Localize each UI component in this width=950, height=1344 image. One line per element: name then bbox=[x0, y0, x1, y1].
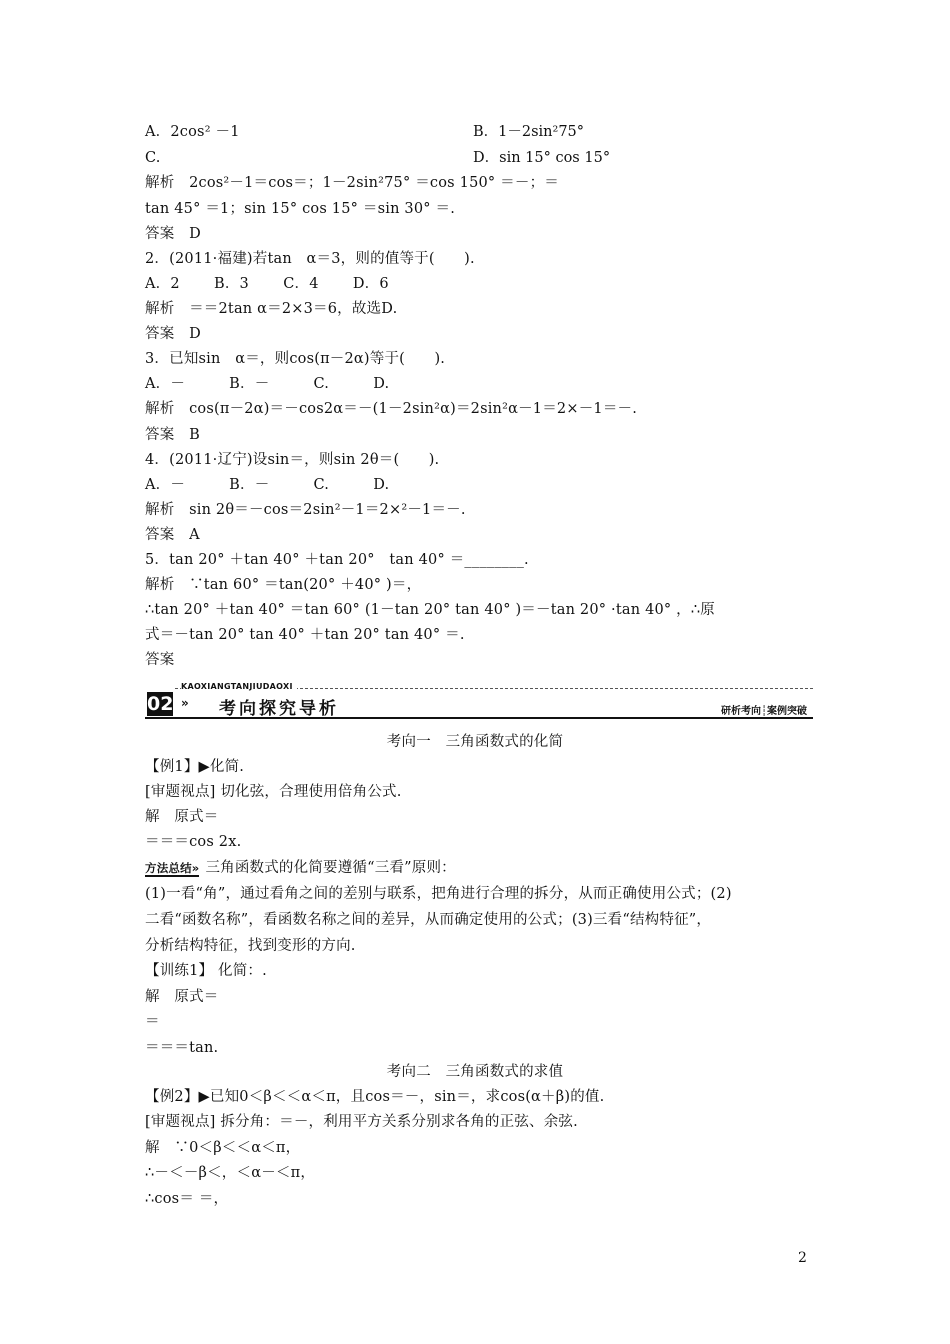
q3-options: A．－ B．－ C. D. bbox=[145, 376, 390, 392]
banner-right-label: 研析考向┆案例突破 bbox=[720, 706, 807, 717]
q2-options: A．2 B．3 C．4 D．6 bbox=[145, 276, 389, 292]
section-banner bbox=[145, 682, 813, 720]
q2-question: 2．(2011·福建)若tan α＝3，则的值等于( ). bbox=[145, 251, 475, 267]
method-summary bbox=[145, 858, 456, 878]
q5-analysis-line3: 式＝－tan 20° tan 40° ＋tan 20° tan 40° ＝. bbox=[145, 627, 465, 643]
method-summary-text: 三角函数式的化简要遵循“三看”原则： bbox=[205, 860, 456, 876]
q5-question: 5．tan 20° ＋tan 40° ＋tan 20° tan 40° ＝________. bbox=[145, 552, 529, 568]
example2-solution-line2: ∴－＜－β＜，＜α－＜π， bbox=[145, 1165, 316, 1181]
q3-question: 3．已知sin α＝，则cos(π－2α)等于( ). bbox=[145, 351, 446, 367]
example1-solution-line2: ＝＝＝cos 2x. bbox=[145, 834, 242, 850]
example1: 【例1】▶化简. bbox=[145, 759, 245, 775]
q1-option-c: C. bbox=[145, 150, 161, 166]
banner-arrow-icon: » bbox=[181, 696, 189, 710]
q2-answer: 答案 D bbox=[145, 326, 201, 342]
section1-heading: 考向一 三角函数式的化简 bbox=[386, 734, 564, 750]
method-summary-label: 方法总结» bbox=[145, 861, 200, 875]
section2-heading: 考向二 三角函数式的求值 bbox=[386, 1064, 564, 1080]
banner-rule bbox=[145, 717, 813, 719]
example2-solution-line1: 解 ∵0＜β＜＜α＜π， bbox=[145, 1140, 301, 1156]
q3-answer: 答案 B bbox=[145, 427, 200, 443]
example2-solution-line3: ∴cos＝ ＝， bbox=[145, 1191, 229, 1207]
training1-solution-line1: 解 原式＝ bbox=[145, 989, 219, 1005]
banner-number: 02 bbox=[147, 693, 174, 715]
example1-solution-line1: 解 原式＝ bbox=[145, 809, 219, 825]
method-summary-line3: 二看“函数名称”，看函数名称之间的差异，从而确定使用的公式；(3)三看“结构特征”， bbox=[145, 912, 712, 928]
q2-analysis: 解析 ＝＝2tan α＝2×3＝6，故选D. bbox=[145, 301, 398, 317]
q1-option-b: B．1－2sin²75° bbox=[473, 124, 585, 140]
q5-analysis-line2: ∴tan 20° ＋tan 40° ＝tan 60° (1－tan 20° tan 40° )＝－tan 20° ·tan 40° ，∴原 bbox=[145, 602, 716, 618]
q5-analysis-line1: 解析 ∵tan 60° ＝tan(20° ＋40° )＝， bbox=[145, 577, 422, 593]
q1-answer: 答案 D bbox=[145, 226, 201, 242]
example1-viewpoint: [审题视点] 切化弦，合理使用倍角公式. bbox=[145, 784, 402, 800]
training1: 【训练1】 化简：. bbox=[145, 963, 267, 979]
banner-title: 考向探究导析 bbox=[219, 699, 339, 719]
q4-analysis: 解析 sin 2θ＝－cos＝2sin²－1＝2×²－1＝－. bbox=[145, 502, 466, 518]
example2: 【例2】▶已知0＜β＜＜α＜π，且cos＝－，sin＝，求cos(α＋β)的值. bbox=[145, 1089, 605, 1105]
q4-options: A．－ B．－ C. D. bbox=[145, 477, 390, 493]
q5-answer: 答案 bbox=[145, 652, 175, 668]
banner-pinyin: KAOXIANGTANJIUDAOXI bbox=[181, 682, 297, 691]
training1-solution-line2: ＝ bbox=[145, 1014, 160, 1030]
q1-analysis-line2: tan 45° ＝1；sin 15° cos 15° ＝sin 30° ＝. bbox=[145, 201, 456, 217]
page-number: 2 bbox=[798, 1250, 807, 1266]
q1-option-a: A．2cos² －1 bbox=[145, 124, 240, 140]
method-summary-line4: 分析结构特征，找到变形的方向. bbox=[145, 938, 356, 954]
q1-option-d: D．sin 15° cos 15° bbox=[473, 150, 611, 166]
training1-solution-line3: ＝＝＝tan. bbox=[145, 1040, 219, 1056]
q4-answer: 答案 A bbox=[145, 527, 200, 543]
method-summary-line2: (1)一看“角”，通过看角之间的差别与联系，把角进行合理的拆分，从而正确使用公式；(2) bbox=[145, 886, 732, 902]
q4-question: 4．(2011·辽宁)设sin＝，则sin 2θ＝( ). bbox=[145, 452, 440, 468]
q3-analysis: 解析 cos(π－2α)＝－cos2α＝－(1－2sin²α)＝2sin²α－1＝2×－1＝－. bbox=[145, 401, 638, 417]
example2-viewpoint: [审题视点] 拆分角：＝－，利用平方关系分别求各角的正弦、余弦. bbox=[145, 1114, 578, 1130]
q1-analysis-line1: 解析 2cos²－1＝cos＝；1－2sin²75° ＝cos 150° ＝－；＝ bbox=[145, 175, 559, 191]
